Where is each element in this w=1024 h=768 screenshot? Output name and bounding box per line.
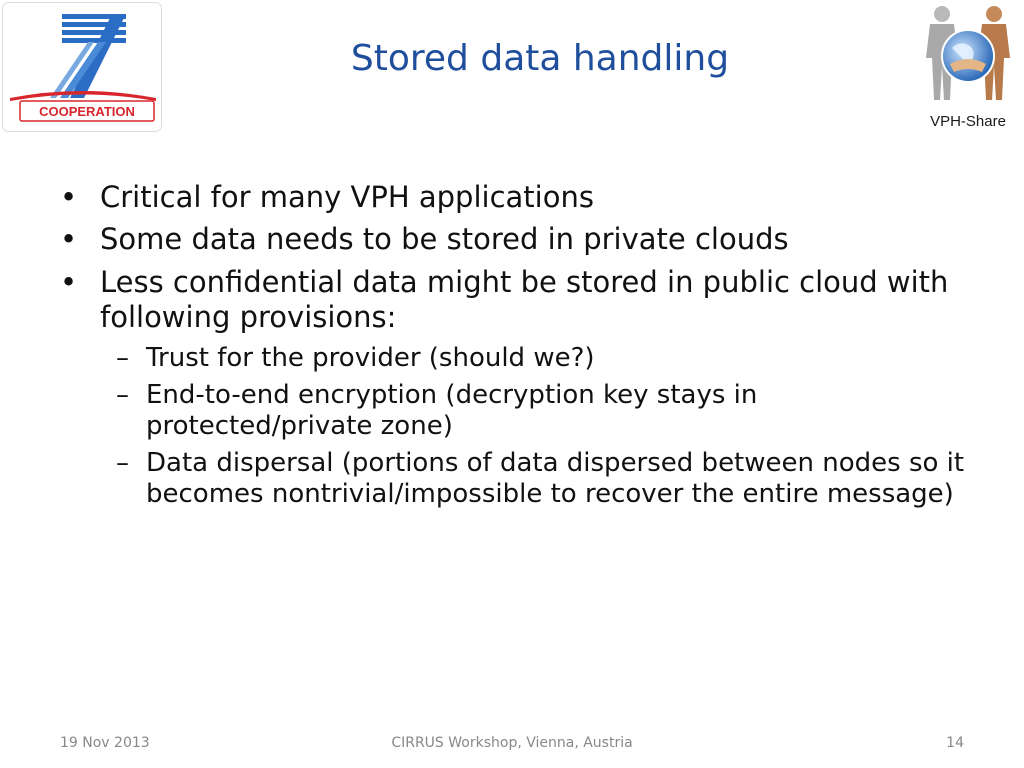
- bullet-marker: •: [60, 222, 78, 257]
- sub-bullet-marker: –: [116, 342, 129, 373]
- footer-date: 19 Nov 2013: [60, 735, 150, 751]
- bullet-item: [60, 180, 980, 215]
- bullet-text: Less confidential data might be stored in public cloud with following provisions:: [100, 264, 949, 335]
- sub-bullet-text: Trust for the provider (should we?): [146, 342, 595, 373]
- sub-bullet-item: [60, 343, 980, 374]
- fp7-logo-icon: [2, 2, 162, 132]
- bullet-marker: •: [60, 264, 78, 299]
- bullet-marker: •: [60, 180, 78, 214]
- sub-bullet-marker: –: [116, 379, 129, 410]
- bullet-item: [60, 265, 980, 336]
- bullet-item: [60, 222, 980, 257]
- sub-bullet-item: [60, 448, 980, 510]
- vph-share-emblem-icon: [914, 0, 1022, 112]
- vph-share-caption: VPH-Share: [930, 113, 1006, 130]
- slide-title: Stored data handling: [350, 38, 730, 79]
- sub-bullet-marker: –: [116, 448, 129, 479]
- sub-bullet-text: End-to-end encryption (decryption key stays in protected/private zone): [146, 379, 758, 441]
- bullet-text: Some data needs to be stored in private clouds: [100, 222, 789, 257]
- slide-body: [60, 180, 980, 516]
- fp7-cooperation-logo: [2, 2, 162, 132]
- footer-page-number: 14: [946, 735, 964, 751]
- sub-bullet-text: Data dispersal (portions of data dispersed between nodes so it becomes nontrivial/impossible to recover the entire message): [146, 448, 965, 510]
- fp7-logo-text: COOPERATION: [39, 104, 135, 119]
- sub-bullet-item: [60, 380, 980, 442]
- footer-event: CIRRUS Workshop, Vienna, Austria: [391, 735, 633, 751]
- vph-share-logo: [914, 0, 1022, 140]
- bullet-text: Critical for many VPH applications: [100, 180, 594, 214]
